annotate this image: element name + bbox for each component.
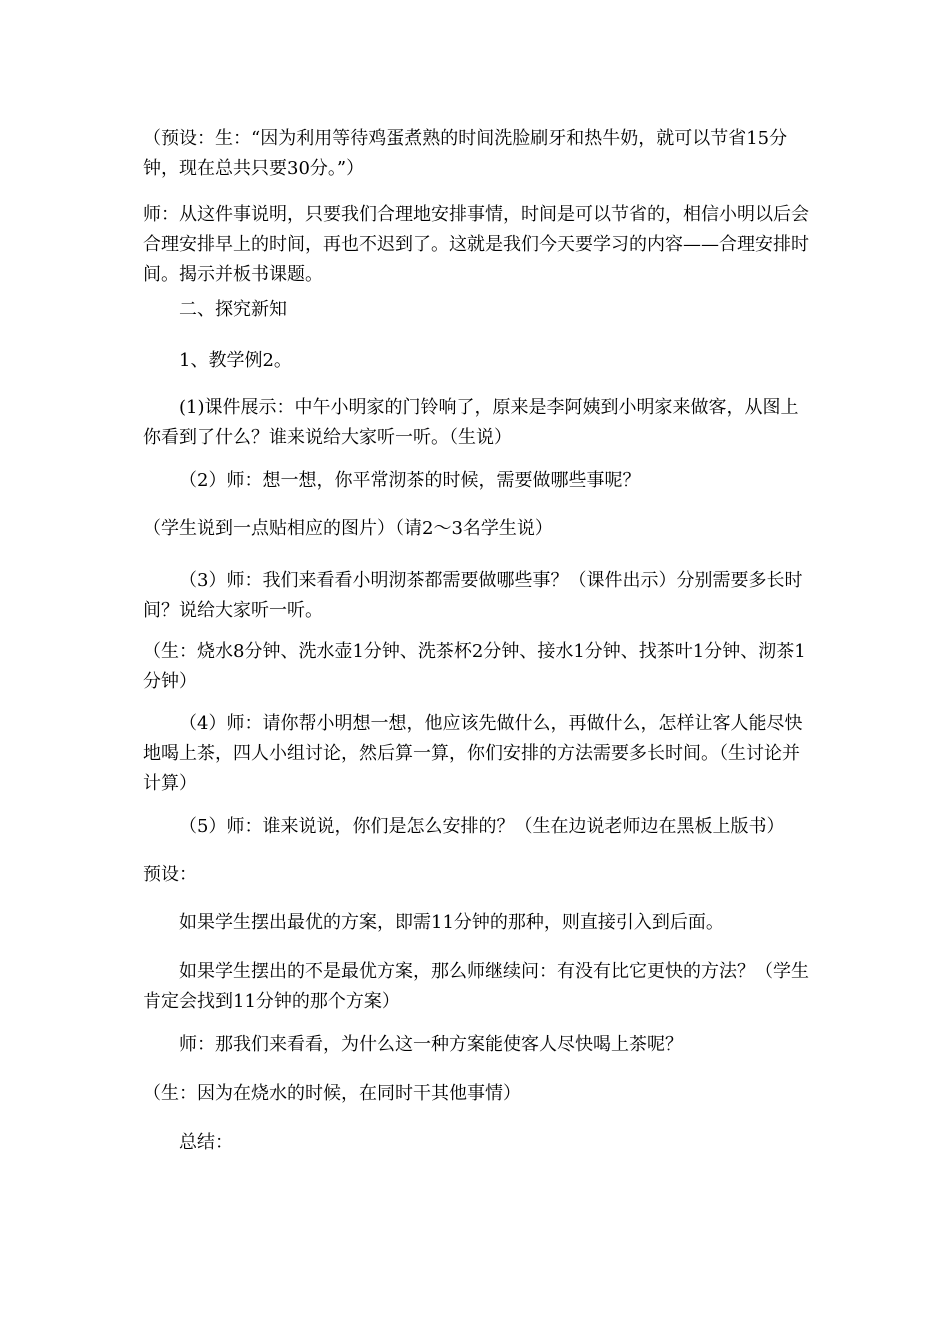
paragraph-step-1: (1)课件展示：中午小明家的门铃响了，原来是李阿姨到小明家来做客，从图上你看到了什么？谁来说给大家听一听。（生说） (143, 397, 799, 448)
section-heading-explore: 二、探究新知 (179, 299, 287, 320)
paragraph-step-3: （3）师：我们来看看小明沏茶都需要做哪些事？（课件出示）分别需要多长时间？说给大家听一听。 (143, 570, 803, 621)
paragraph-step-4: （4）师：请你帮小明想一想，他应该先做什么，再做什么，怎样让客人能尽快地喝上茶，四人小组讨论，然后算一算，你们安排的方法需要多长时间。（生讨论并计算） (143, 713, 803, 794)
paragraph-preset-answer: （预设：生：“因为利用等待鸡蛋煮熟的时间洗脸刷牙和热牛奶，就可以节省15分钟，现在总共只要30分。”） (143, 128, 788, 179)
paragraph-step-5: （5）师：谁来说说，你们是怎么安排的？（生在边说老师边在黑板上版书） (179, 816, 785, 837)
paragraph-teacher-explanation: 师：从这件事说明，只要我们合理地安排事情，时间是可以节省的，相信小明以后会合理安排早上的时间，再也不迟到了。这就是我们今天要学习的内容——合理安排时间。揭示并板书课题。 (143, 204, 809, 285)
paragraph-student-answer: （生：因为在烧水的时候，在同时干其他事情） (143, 1083, 521, 1104)
paragraph-student-note: （学生说到一点贴相应的图片）（请2～3名学生说） (143, 518, 553, 539)
paragraph-task-times: （生：烧水8分钟、洗水壶1分钟、洗茶杯2分钟、接水1分钟、找茶叶1分钟、沏茶1分钟） (143, 641, 806, 692)
paragraph-summary-label: 总结： (179, 1132, 233, 1153)
paragraph-step-2: （2）师：想一想，你平常沏茶的时候，需要做哪些事呢？ (179, 470, 641, 491)
paragraph-optimal-case: 如果学生摆出最优的方案，即需11分钟的那种，则直接引入到后面。 (179, 912, 724, 933)
subheading-example-2: 1、教学例2。 (179, 350, 292, 371)
paragraph-preset-label: 预设： (143, 864, 197, 885)
paragraph-teacher-question: 师：那我们来看看，为什么这一种方案能使客人尽快喝上茶呢？ (179, 1034, 683, 1055)
paragraph-non-optimal-case: 如果学生摆出的不是最优方案，那么师继续问：有没有比它更快的方法？（学生肯定会找到11分钟的那个方案） (143, 961, 809, 1012)
